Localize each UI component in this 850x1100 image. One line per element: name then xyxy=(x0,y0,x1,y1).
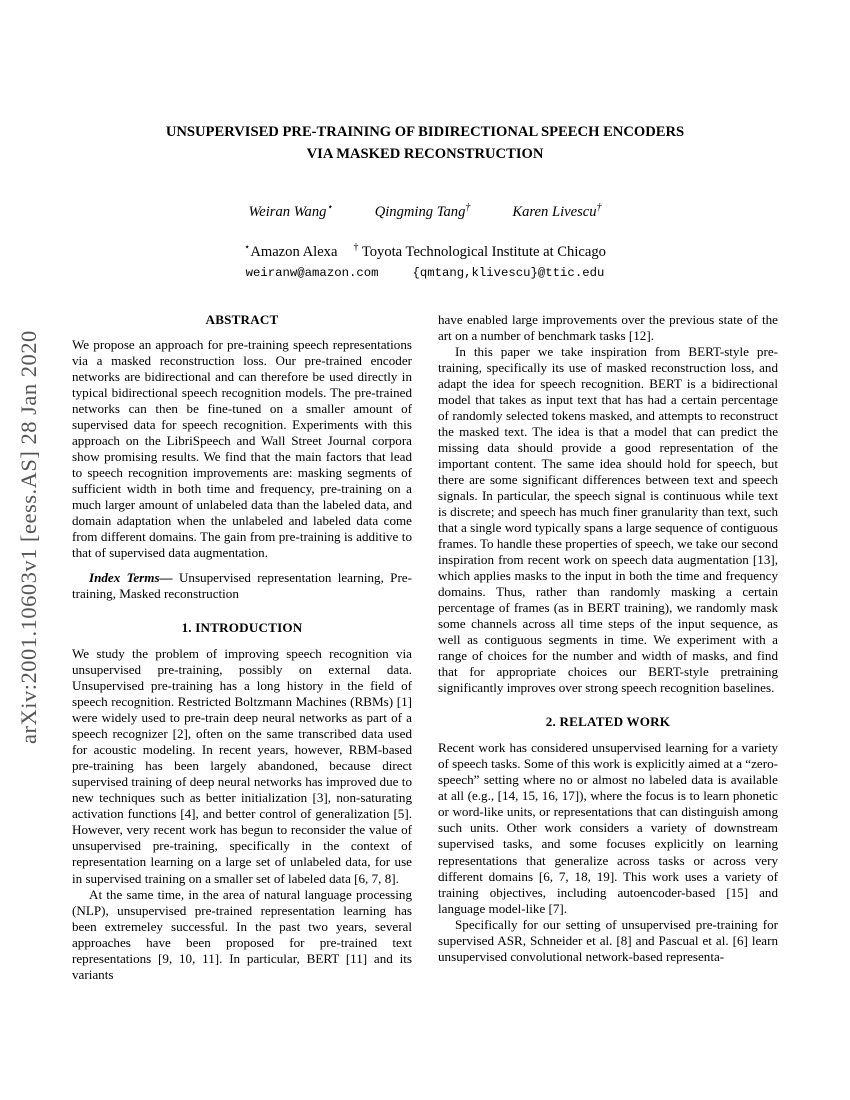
intro-paragraph-3: In this paper we take inspiration from BERT-style pre-training, specifically its use of masked reconstruction loss, and adapt the idea for speech recognition. BERT is a bidirectional model that takes as input text that has had a certain percentage of randomly selected tokens masked, and attempts to reconstruct the masked text. The idea is that a model that can predict the missing data should provide a good representation of the important content. The same idea should hold for speech, but there are some significant differences between text and speech signals. In particular, the speech signal is continuous while text is discrete; and speech has much finer granularity than text, such that a single word typically spans a large sequence of contiguous frames. To handle these properties of speech, we take our second inspiration from recent work on speech data augmentation [13], which applies masks to the input in both the time and frequency domains. Thus, rather than randomly masking a certain percentage of frames (as in BERT training), we randomly mask some channels across all time steps of the input sequence, as well as contiguous segments in time. We experiment with a range of choices for the number and width of masks, and find that for appropriate choices our BERT-style pretraining significantly improves over strong speech recognition baselines. xyxy=(438,343,778,696)
author-3-mark: † xyxy=(596,201,602,213)
affiliation-1-mark: ⋆ xyxy=(244,241,251,253)
paper-title-line-2: VIA MASKED RECONSTRUCTION xyxy=(306,145,544,162)
section-heading-related-work: 2. RELATED WORK xyxy=(545,714,671,730)
affiliation-1-name: Amazon Alexa xyxy=(250,243,338,260)
affiliation-2-name: Toyota Technological Institute at Chicago xyxy=(361,243,606,260)
related-work-paragraph-2: Specifically for our setting of unsupervised pre-training for supervised ASR, Schneider et al. [8] and Pascual et al. [6] learn unsupervised convolutional network-based representa- xyxy=(438,916,778,964)
arxiv-watermark: arXiv:2001.10603v1 [eess.AS] 28 Jan 2020 xyxy=(16,330,41,744)
left-column xyxy=(72,312,412,983)
intro-paragraph-1: We study the problem of improving speech recognition via unsupervised pre-training, possibly on external data. Unsupervised pre-training has a long history in the field of speech recognition. Restricted Boltzmann Machines (RBMs) [1] were widely used to pre-train deep neural networks as part of a speech recognizer [2], often on the same transcribed data used for acoustic modeling. In recent years, however, RBM-based pre-training has been largely abandoned, because direct supervised training of deep neural networks has improved due to new techniques such as better initialization [3], non-saturating activation functions [4], and better control of generalization [5]. However, very recent work has begun to reconsider the value of unsupervised pre-training, specifically in the context of representation learning on a large set of unlabeled data, for use in supervised training on a smaller set of labeled data [6, 7, 8]. xyxy=(72,646,412,886)
abstract-body: We propose an approach for pre-training speech representations via a masked reconstruction loss. Our pre-trained encoder networks are bidirectional and can therefore be used directly in typical bidirectional speech recognition models. The pre-trained networks can then be fine-tuned on a smaller amount of supervised data for speech recognition. Experiments with this approach on the LibriSpeech and Wall Street Journal corpora show promising results. We find that the main factors that lead to speech recognition improvements are: masking segments of sufficient width in both time and frequency, pre-training on a much larger amount of unlabeled data than the labeled data, and domain adaptation when the unlabeled and labeled data come from different domains. The gain from pre-training is additive to that of supervised data augmentation. xyxy=(72,336,412,560)
intro-paragraph-2-continuation: have enabled large improvements over the previous state of the art on a number of benchmark tasks [12]. xyxy=(438,311,778,343)
paper-title-line-1: UNSUPERVISED PRE-TRAINING OF BIDIRECTIONAL SPEECH ENCODERS xyxy=(165,124,685,140)
affiliation-list xyxy=(0,242,850,261)
author-list xyxy=(0,202,850,221)
author-2 xyxy=(375,202,471,221)
right-column xyxy=(438,312,778,983)
affiliation-2-mark: † xyxy=(353,241,359,253)
paper-title xyxy=(0,122,850,166)
affiliation-2 xyxy=(353,242,606,261)
author-2-mark: † xyxy=(465,201,471,213)
author-3-name: Karen Livescu xyxy=(512,203,597,220)
author-2-name: Qingming Tang xyxy=(374,203,466,220)
author-1-name: Weiran Wang xyxy=(248,203,327,220)
related-work-paragraph-1: Recent work has considered unsupervised learning for a variety of speech tasks. Some of this work is explicitly aimed at a “zero-speech” setting where no or almost no labeled data is available at all (e.g., [14, 15, 16, 17]), where the focus is to learn phonetic or word-like units, or representations that can distinguish among such units. Other work considers a variety of downstream supervised tasks, and some focuses explicitly on learning representations that generalize across tasks or across very different domains [6, 7, 18, 19]. This work uses a variety of training objectives, including autoencoder-based [15] and language model-like [7]. xyxy=(438,740,778,916)
abstract-heading: ABSTRACT xyxy=(205,311,279,327)
author-1-mark: ⋆ xyxy=(326,201,333,213)
index-terms xyxy=(72,570,412,602)
email-address-1: weiranw@amazon.com xyxy=(245,265,379,280)
section-heading-introduction: 1. INTRODUCTION xyxy=(181,620,303,636)
author-3 xyxy=(512,202,601,221)
affiliation-1 xyxy=(244,242,337,261)
email-address-2: {qmtang,klivescu}@ttic.edu xyxy=(412,265,605,280)
paper-header xyxy=(0,0,850,280)
index-terms-text: Unsupervised representation learning, Pre-training, Masked reconstruction xyxy=(72,569,412,601)
paper-body xyxy=(0,312,850,983)
email-list xyxy=(0,266,850,280)
index-terms-label: Index Terms— xyxy=(89,569,179,585)
author-1 xyxy=(248,202,332,221)
intro-paragraph-2: At the same time, in the area of natural language processing (NLP), unsupervised pre-trained representation learning has been extremeley successful. In the past two years, several approaches have been proposed for pre-trained text representations [9, 10, 11]. In particular, BERT [11] and its variants xyxy=(72,886,412,982)
